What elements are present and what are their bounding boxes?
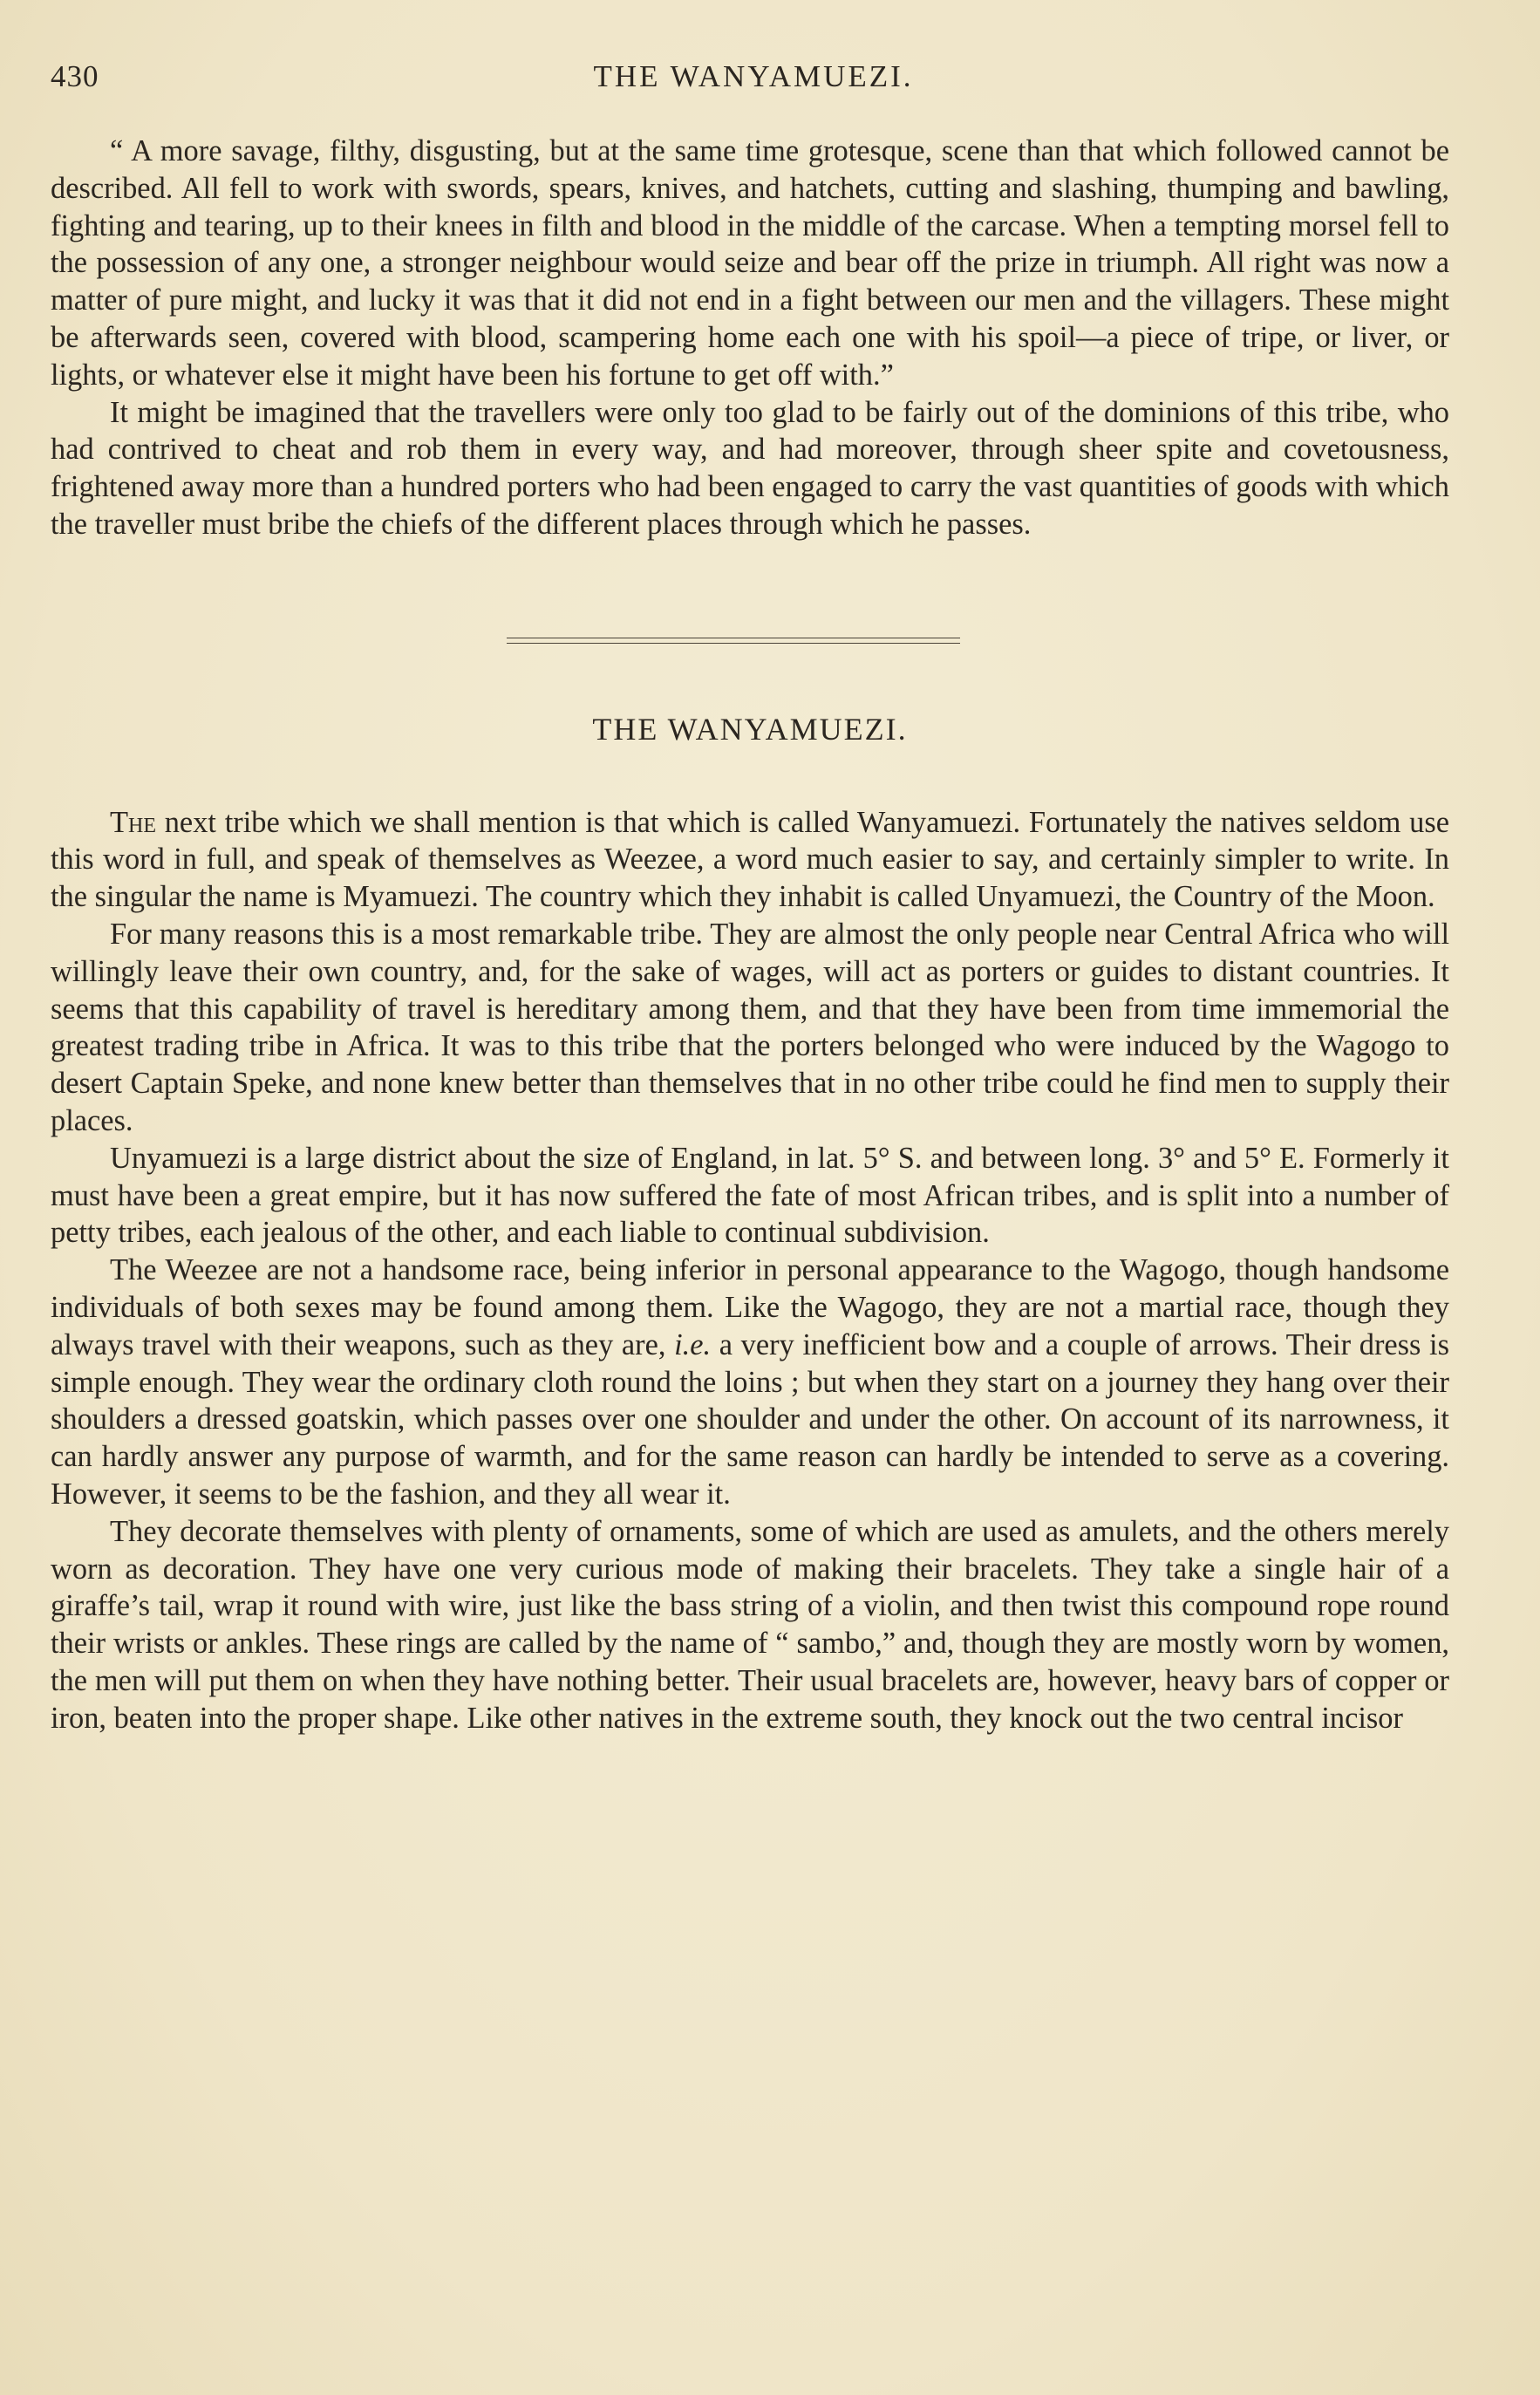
section-heading: THE WANYAMUEZI.	[592, 711, 908, 747]
dress-text-after: a very inefficient bow and a couple of arrows. Their dress is simple enough. They wear the ordinary cloth round the loins ; but when they start on a journey they hang over their shoulders a dressed goatskin, which passes over one shoulder and under the other. On account of its narrowness, it can hardly answer any purpose of warmth, and for the same reason can hardly be intended to serve as a covering. However, it seems to be the fashion, and they all wear it.	[51, 1327, 1450, 1511]
running-head	[51, 59, 1456, 103]
dress-text-italic: i.e.	[674, 1327, 712, 1361]
dress-text-before: The Weezee are not a handsome race, being inferior in personal appearance to the Wagogo, though handsome individuals of both sexes may be found among them. Like the Wagogo, they are not a martial race, though they always travel with their weapons, such as they are,	[51, 1253, 1449, 1361]
divider-rule-bottom	[507, 643, 960, 644]
lead-in-word: The	[110, 805, 156, 839]
quote-paragraph: “ A more savage, filthy, disgusting, but at the same time grotesque, scene than that which followed cannot be described. All fell to work with swords, spears, knives, and hatchets, cutting and slashing, thumping and bawling, fighting and tearing, up to their knees in filth and blood in the middle of the carcase. When a tempting morsel fell to the possession of any one, a stronger neighbour would seize and bear off the prize in triumph. All right was now a matter of pure might, and lucky it was that it did not end in a fight between our men and the villagers. These might be afterwards seen, covered with blood, scampering home each one with his spoil—a piece of tripe, or liver, or lights, or whatever else it might have been his fortune to get off with.”	[51, 134, 1449, 392]
section-first-paragraph	[51, 804, 1449, 916]
page-number: 430	[51, 59, 99, 93]
text-block	[51, 133, 1449, 1737]
dress-paragraph	[51, 1252, 1449, 1513]
body-paragraph: They decorate themselves with plenty of ornaments, some of which are used as amulets, and the others merely worn as decoration. They have one very curious mode of making their bracelets. They take a single hair of a giraffe’s tail, wrap it round with wire, just like the bass string of a violin, and then twist this compound rope round their wrists or ankles. These rings are called by the name of “ sambo,” and, though they are mostly worn by women, the men will put them on when they have nothing better. Their usual bracelets are, however, heavy bars of copper or iron, beaten into the proper shape. Like other natives in the extreme south, they knock out the two central incisor	[51, 1514, 1449, 1735]
body-paragraph: For many reasons this is a most remarkable tribe. They are almost the only people near Central Africa who will willingly leave their own country, and, for the sake of wages, will act as porters or guides to distant countries. It seems that this capability of travel is hereditary among them, and that they have been from time immemorial the greatest trading tribe in Africa. It was to this tribe that the porters belonged who were induced by the Wagogo to desert Captain Speke, and none knew better than themselves that in no other tribe could he find men to supply their places.	[51, 917, 1449, 1137]
running-title: THE WANYAMUEZI.	[593, 59, 914, 93]
first-paragraph-text: next tribe which we shall mention is that which is called Wanyamuezi. Fortunately the natives seldom use this word in full, and speak of themselves as Weezee, a word much easier to say, and certainly simpler to write. In the singular the name is Myamuezi. The country which they inhabit is called Unyamuezi, the Country of the Moon.	[51, 805, 1449, 914]
body-paragraph: It might be imagined that the travellers were only too glad to be fairly out of the dominions of this tribe, who had contrived to cheat and rob them in every way, and had moreover, through sheer spite and covetousness, frightened away more than a hundred porters who had been engaged to carry the vast quantities of goods with which the traveller must bribe the chiefs of the different places through which he passes.	[51, 395, 1449, 541]
body-paragraph: Unyamuezi is a large district about the size of England, in lat. 5° S. and between long. 3° and 5° E. Formerly it must have been a great empire, but it has now suffered the fate of most African tribes, and is split into a number of petty tribes, each jealous of the other, and each liable to continual subdivision.	[51, 1141, 1449, 1250]
section-divider	[51, 543, 1449, 650]
